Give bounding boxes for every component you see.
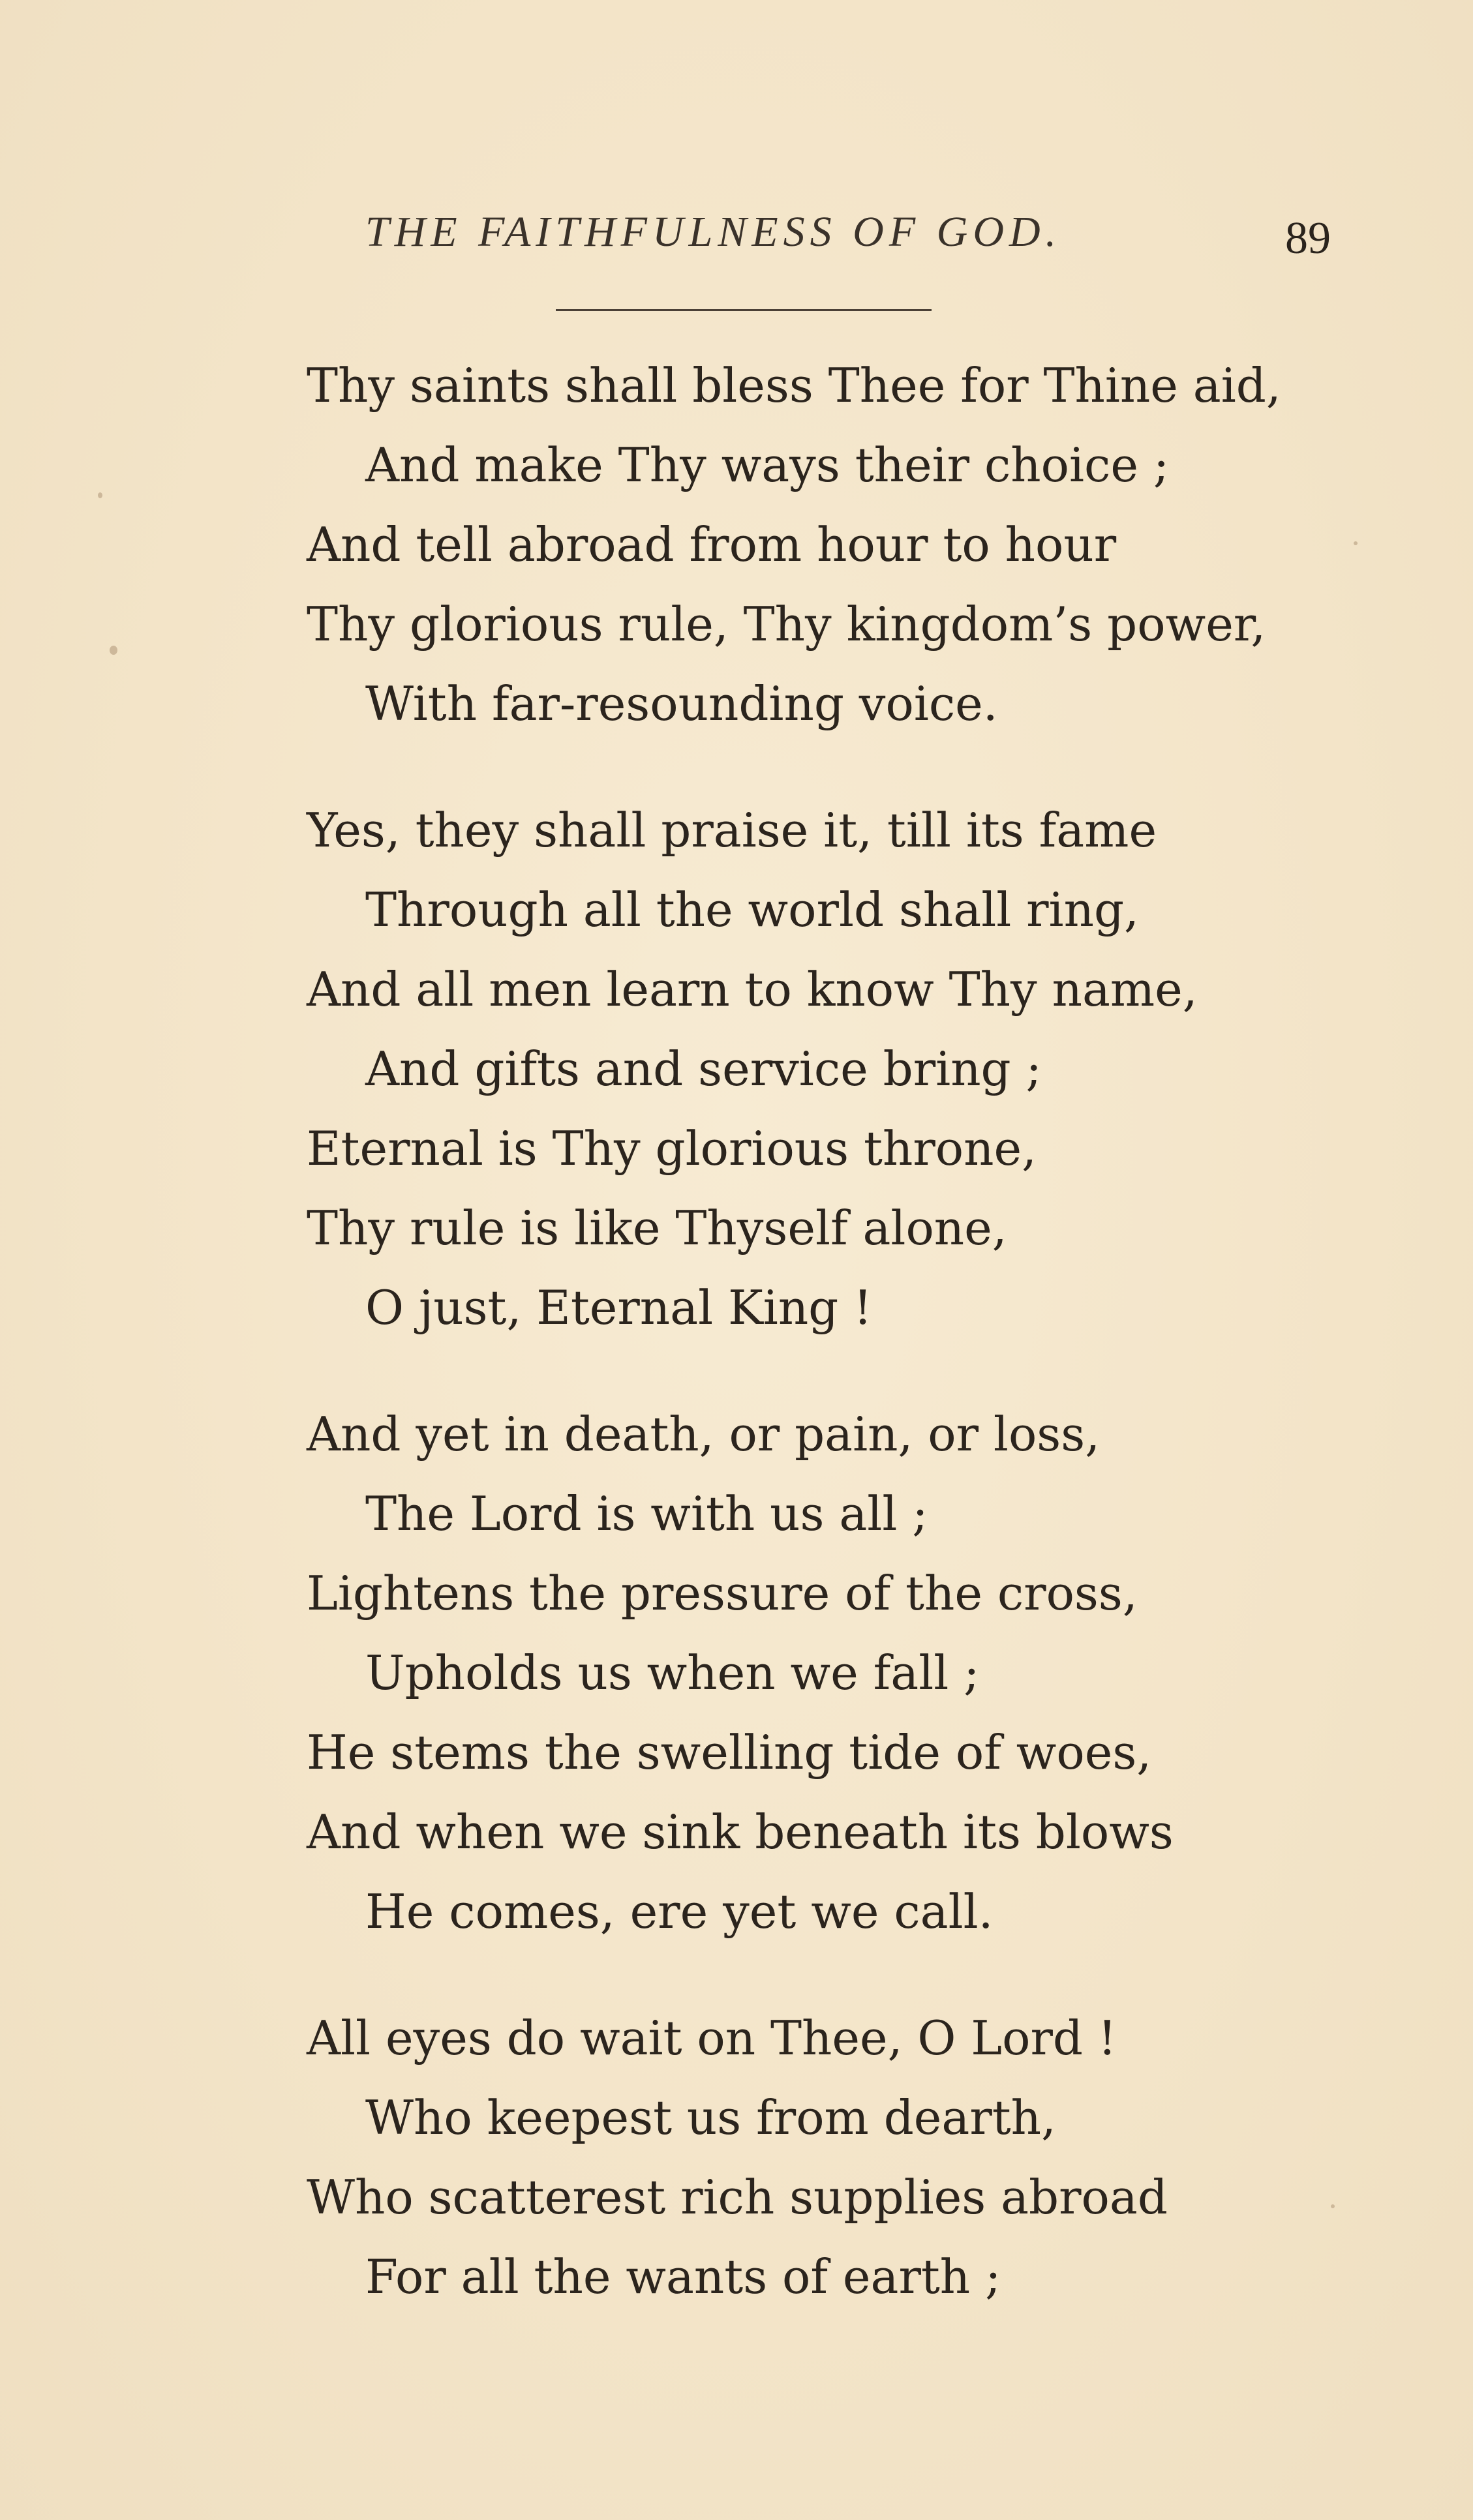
verse-line: And yet in death, or pain, or loss, xyxy=(307,1407,1101,1462)
verse-line: He stems the swelling tide of woes, xyxy=(307,1725,1152,1780)
verse-line: Through all the world shall ring, xyxy=(365,882,1139,937)
verse-line: With far-resounding voice. xyxy=(365,676,998,731)
verse-line: Thy rule is like Thyself alone, xyxy=(307,1201,1007,1255)
verse-line: Eternal is Thy glorious throne, xyxy=(307,1121,1037,1176)
stanza-4 xyxy=(307,1998,1350,2317)
verse-line: And gifts and service bring ; xyxy=(365,1042,1042,1096)
verse-line: For all the wants of earth ; xyxy=(365,2249,1001,2304)
verse-line: Lightens the pressure of the cross, xyxy=(307,1566,1138,1621)
verse-line: The Lord is with us all ; xyxy=(365,1486,928,1541)
verse-line: O just, Eternal King ! xyxy=(365,1280,873,1335)
verse-line: He comes, ere yet we call. xyxy=(365,1884,994,1939)
page-number: 89 xyxy=(1285,213,1331,263)
verse-line: And tell abroad from hour to hour xyxy=(307,517,1117,572)
paper-speck xyxy=(1354,541,1358,545)
verse-line: Thy glorious rule, Thy kingdom’s power, xyxy=(307,597,1266,652)
paper-speck xyxy=(110,646,117,655)
verse-line: Who keepest us from dearth, xyxy=(365,2090,1056,2145)
poem xyxy=(307,346,1350,2363)
verse-line: Yes, they shall praise it, till its fame xyxy=(307,803,1157,858)
verse-line: Thy saints shall bless Thee for Thine aid, xyxy=(307,358,1281,413)
running-title: THE FAITHFULNESS OF GOD. xyxy=(365,208,1062,256)
verse-line: Upholds us when we fall ; xyxy=(365,1645,980,1700)
header-rule xyxy=(556,309,932,311)
stanza-3 xyxy=(307,1394,1350,1951)
stanza-2 xyxy=(307,790,1350,1347)
verse-line: All eyes do wait on Thee, O Lord ! xyxy=(307,2011,1117,2065)
verse-line: And make Thy ways their choice ; xyxy=(365,438,1170,492)
verse-line: And all men learn to know Thy name, xyxy=(307,962,1198,1017)
paper-speck xyxy=(98,492,102,498)
verse-line: Who scatterest rich supplies abroad xyxy=(307,2170,1168,2225)
verse-line: And when we sink beneath its blows xyxy=(307,1805,1174,1859)
stanza-1 xyxy=(307,346,1350,743)
